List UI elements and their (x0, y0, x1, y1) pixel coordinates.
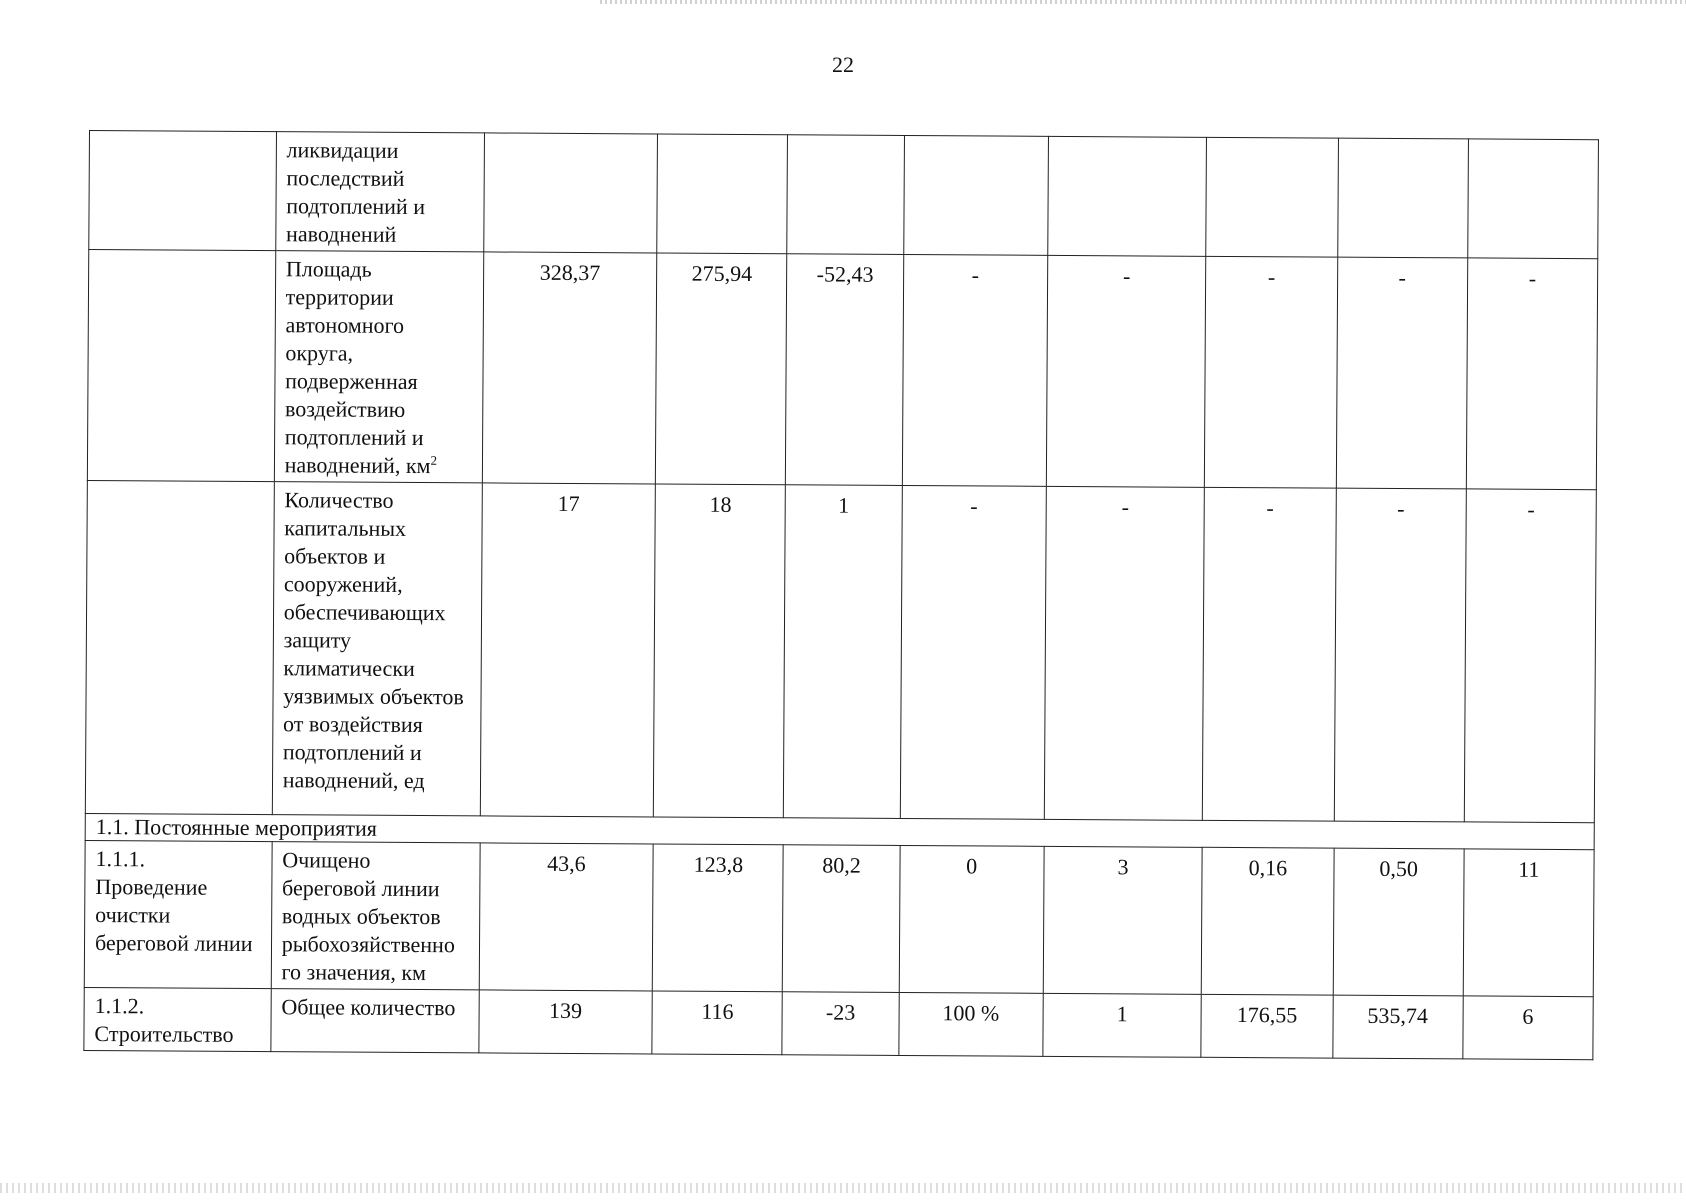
value-cell: 123,8 (653, 844, 784, 992)
activity-cell (87, 250, 275, 482)
scan-artifact-bottom (0, 1183, 1686, 1193)
value-cell: 17 (480, 483, 656, 817)
indicators-table (83, 130, 1599, 1060)
value-cell: - (1464, 489, 1596, 823)
value-cell: 80,2 (783, 845, 900, 993)
indicator-cell: Количество капитальных объектов и сооружений, обеспечивающих защиту климатически уязвимых объектов от воздействия подтоплений и наводнений, ед (272, 482, 482, 816)
activity-cell: 1.1.2. Строительство (84, 987, 271, 1051)
activity-cell: 1.1.1. Проведение очистки береговой линии (84, 840, 272, 988)
value-cell (1048, 136, 1207, 256)
value-cell: - (1046, 255, 1206, 487)
value-cell (1337, 138, 1468, 258)
indicator-cell: Общее количество (271, 989, 479, 1053)
indicator-cell: Очищено береговой линии водных объектов рыбохозяйственно го значения, км (271, 842, 480, 990)
indicator-text: Площадь территории автономного округа, подверженная воздействию подтоплений и наводнений, км (284, 256, 431, 479)
value-cell: 0,16 (1202, 847, 1334, 995)
indicator-cell: ликвидации последствий подтоплений и наводнений (275, 132, 484, 252)
value-cell: 328,37 (482, 252, 657, 484)
table-row (89, 131, 1599, 259)
value-cell: - (1336, 257, 1468, 489)
indicator-cell (274, 251, 483, 483)
value-cell: 100 % (898, 992, 1043, 1056)
value-cell: - (1203, 487, 1336, 821)
table-row (87, 250, 1597, 490)
table-row (84, 987, 1593, 1059)
value-cell (483, 133, 657, 253)
value-cell (1206, 137, 1338, 257)
value-cell (1467, 139, 1598, 259)
table-row (85, 480, 1596, 822)
value-cell: - (1044, 486, 1205, 820)
value-cell: - (1205, 256, 1338, 488)
value-cell: 6 (1463, 996, 1594, 1060)
value-cell: 3 (1043, 846, 1202, 994)
value-cell: 0 (899, 845, 1044, 993)
section-title: 1.1. Постоянные мероприятия (85, 813, 1594, 849)
value-cell: 139 (479, 990, 653, 1054)
value-cell (657, 134, 788, 254)
value-cell (903, 135, 1048, 255)
value-cell: - (900, 485, 1046, 819)
value-cell: 535,74 (1332, 995, 1463, 1059)
value-cell: -52,43 (786, 254, 903, 486)
scan-artifact-top (600, 0, 1686, 4)
value-cell: 0,50 (1333, 848, 1464, 996)
value-cell: 43,6 (479, 843, 654, 991)
value-cell: 1 (1043, 993, 1202, 1057)
table-row (84, 840, 1594, 996)
value-cell: - (1466, 258, 1598, 490)
value-cell: - (1334, 488, 1466, 822)
unit-superscript: 2 (430, 452, 438, 468)
value-cell: - (902, 254, 1048, 486)
value-cell: 176,55 (1201, 994, 1333, 1058)
value-cell: 1 (784, 485, 902, 819)
page-number: 22 (832, 52, 854, 77)
value-cell: 11 (1463, 849, 1594, 997)
activity-cell (89, 131, 276, 251)
value-cell: 18 (654, 484, 786, 818)
value-cell: 275,94 (656, 253, 788, 485)
value-cell: -23 (782, 992, 898, 1056)
value-cell: 116 (652, 991, 783, 1055)
activity-cell (85, 480, 274, 814)
value-cell (787, 135, 904, 255)
